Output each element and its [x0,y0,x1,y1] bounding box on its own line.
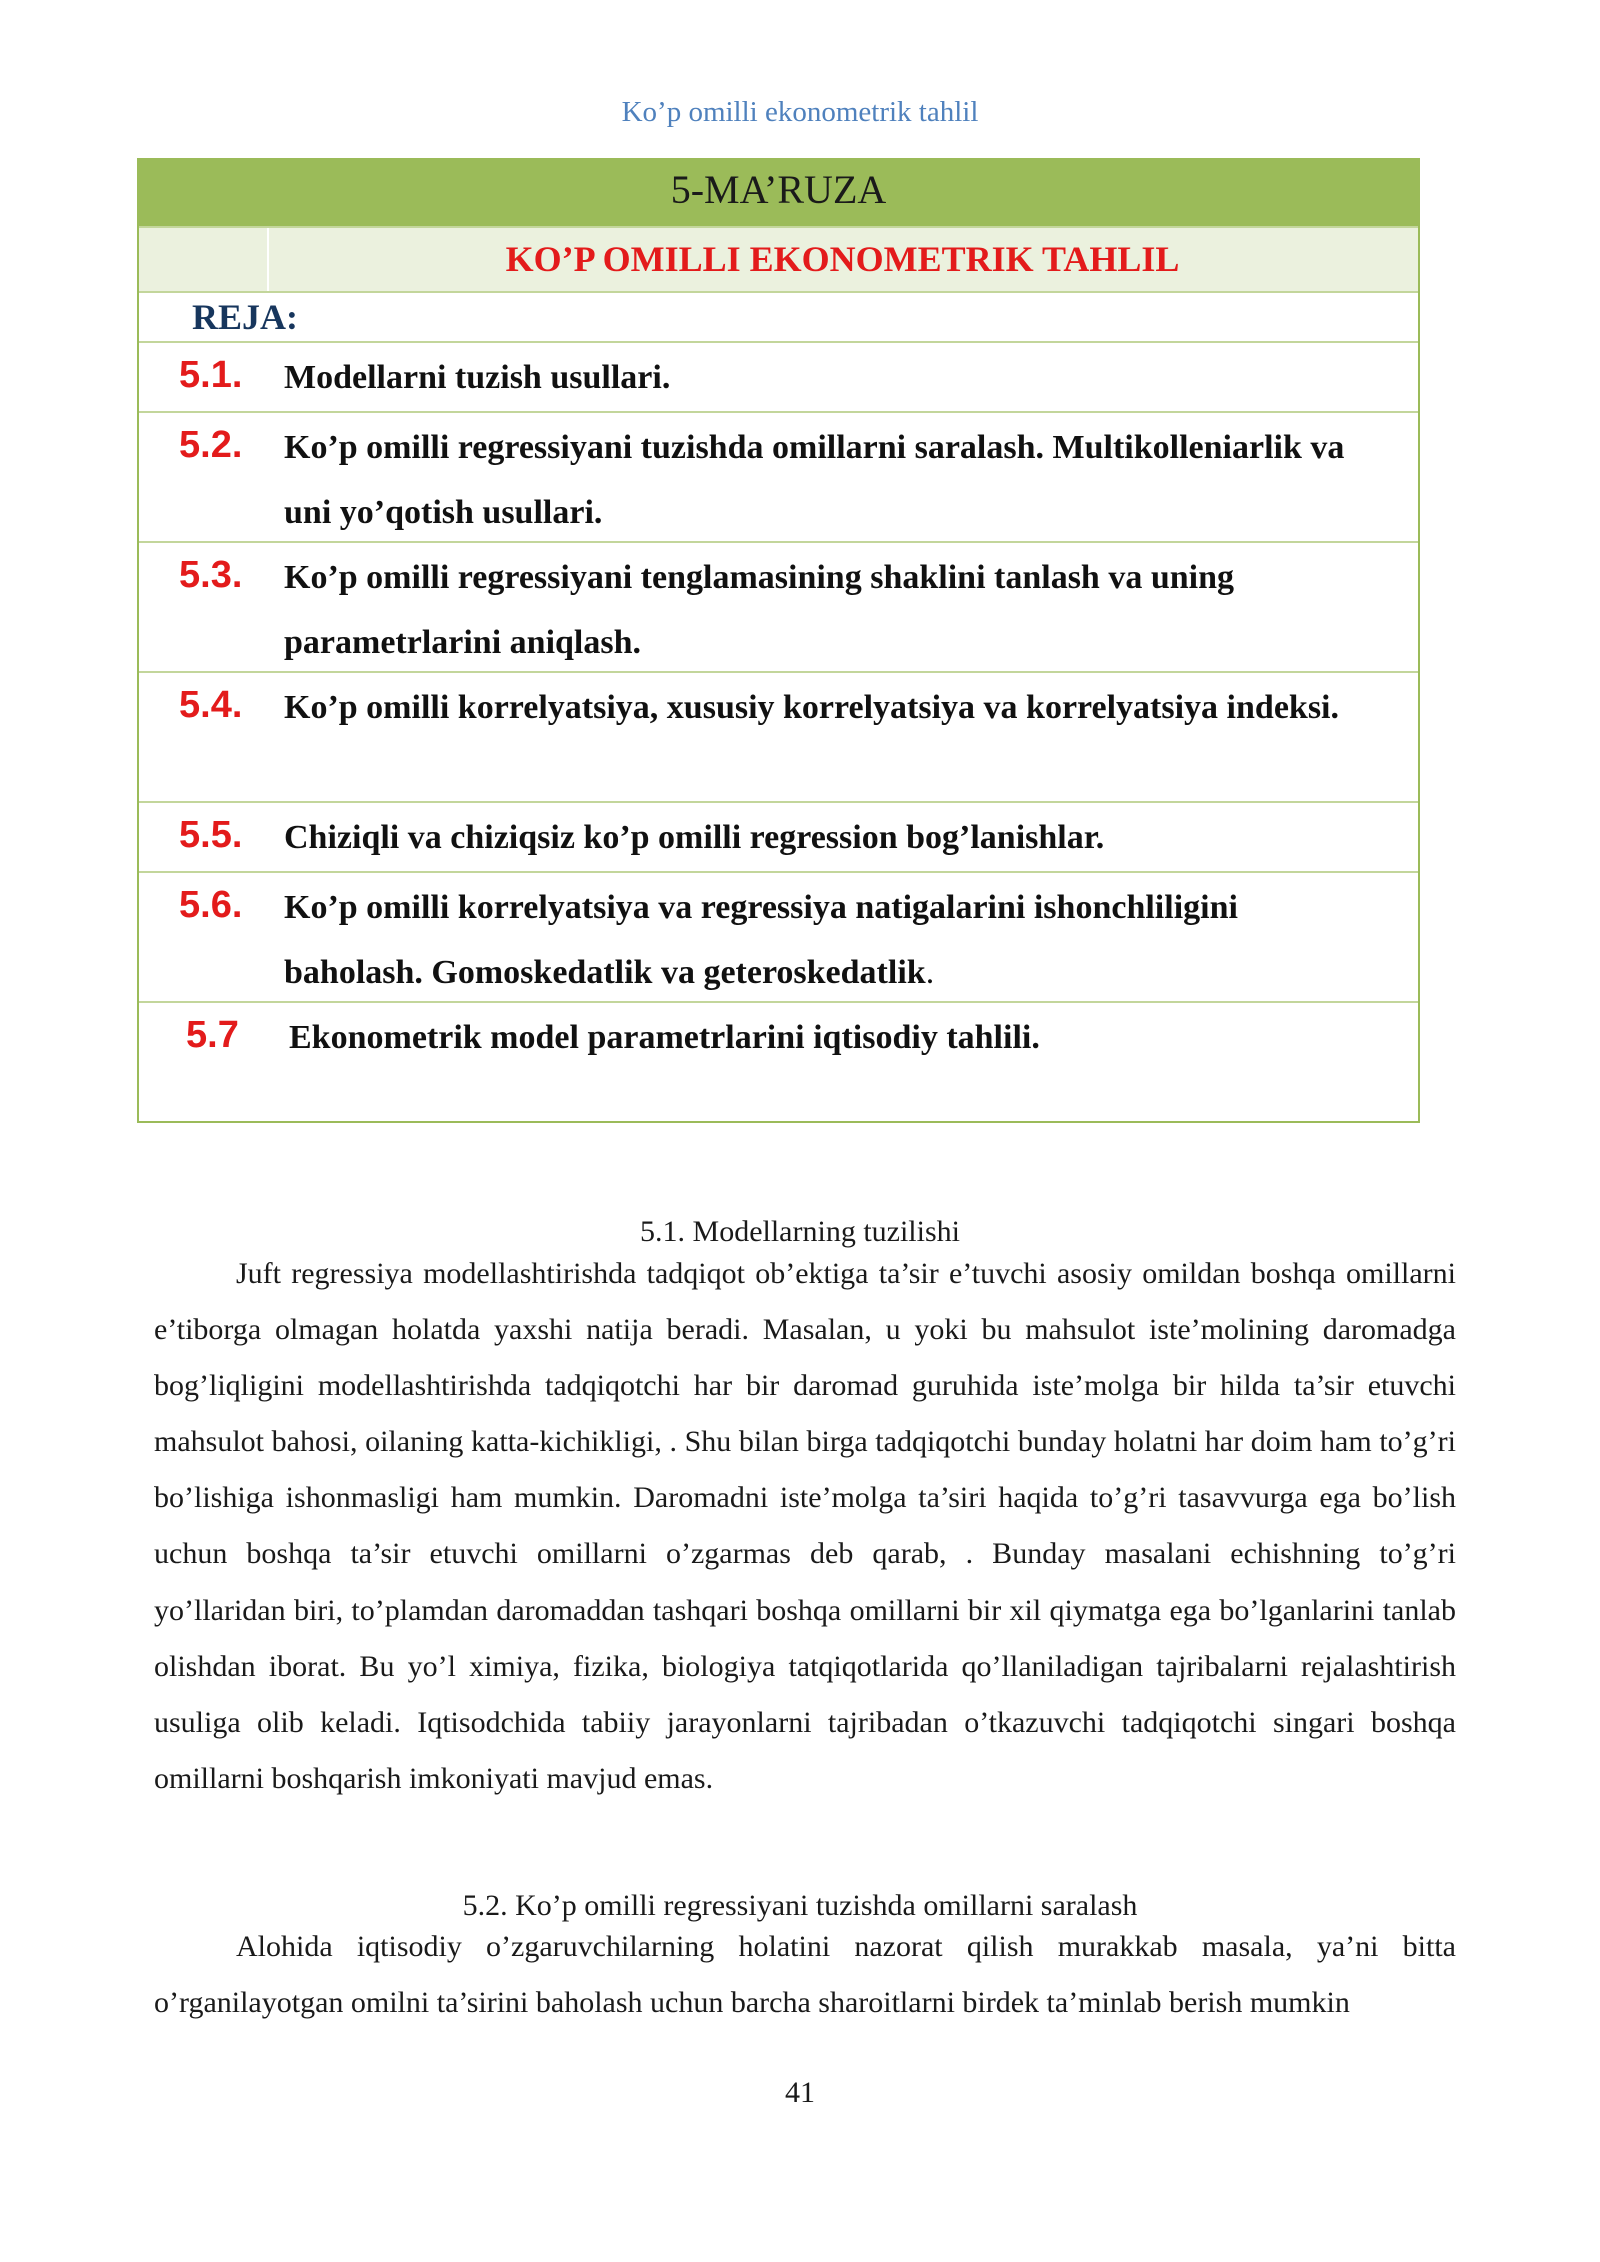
plan-item [139,1003,1418,1121]
plan-item [139,343,1418,413]
plan-item-text: Modellarni tuzish usullari. [284,359,671,396]
section-heading: 5.2. Ko’p omilli regressiyani tuzishda omillarni saralash [462,1889,1138,1922]
plan-item-number: 5.5. [179,814,243,856]
page-number: 41 [785,2076,815,2109]
body-paragraph: Juft regressiya modellashtirishda tadqiqot ob’ektiga ta’sir e’tuvchi asosiy omildan boshqa omillarni e’tiborga olmagan holatda yaxshi natija beradi. Masalan, u yoki bu mahsulot iste’molining daromadga bog’liqligini modellashtirishda tadqiqotchi har bir daromad guruhida iste’molga bir hilda ta’sir etuvchi mahsulot bahosi, oilaning katta-kichikligi, . Shu bilan birga tadqiqotchi bunday holatni har doim ham to’g’ri bo’lishiga ishonmasligi ham mumkin. Daromadni iste’molga ta’siri haqida to’g’ri tasavvurga ega bo’lish uchun boshqa ta’sir etuvchi omillarni o’zgarmas deb qarab, . Bunday masalani echishning to’g’ri yo’llaridan biri, to’plamdan daromaddan tashqari boshqa omillarni bir xil qiymatga ega bo’lganlarini tanlab olishdan iborat. Bu yo’l ximiya, fizika, biologiya tatqiqotlarida qo’llaniladigan tajribalarni rejalashtirish usuliga olib keladi. Iqtisodchida tabiiy jarayonlarni tajribadan o’tkazuvchi tadqiqotchi singari boshqa omillarni boshqarish imkoniyati mavjud emas. [154,1257,1456,1795]
plan-label-row [139,293,1418,343]
plan-item-number: 5.7 [186,1014,239,1056]
plan-item-number: 5.3. [179,554,243,596]
plan-item [139,543,1418,673]
lecture-title: KO’P OMILLI EKONOMETRIK TAHLIL [505,239,1180,279]
plan-item-text [284,873,1378,1005]
plan-item [139,873,1418,1003]
lecture-title-row [139,228,1418,293]
title-row-stub [139,228,269,291]
plan-item [139,803,1418,873]
plan-item [139,413,1418,543]
plan-item-number: 5.6. [179,884,243,926]
plan-item-text: Chiziqli va chiziqsiz ko’p omilli regression bog’lanishlar. [284,819,1105,856]
lecture-label: 5-MA’RUZA [139,160,1418,228]
plan-item-text: Ko’p omilli regressiyani tenglamasining shaklini tanlash va uning parametrlarini aniqlash. [284,559,1235,661]
plan-item-number: 5.2. [179,424,243,466]
plan-item-text: Ekonometrik model parametrlarini iqtisodiy tahlili. [289,1019,1040,1056]
plan-item-text-tail: . [925,954,935,991]
plan-item-text: Ko’p omilli regressiyani tuzishda omillarni saralash. Multikolleniarlik va uni yo’qotish usullari. [284,429,1345,531]
lecture-plan-table [137,158,1420,1123]
plan-item-number: 5.1. [179,354,243,396]
plan-item-text: Ko’p omilli korrelyatsiya, xususiy korrelyatsiya va korrelyatsiya indeksi. [284,689,1339,726]
plan-item-number: 5.4. [179,684,243,726]
plan-item-text-main: Ko’p omilli korrelyatsiya va regressiya natigalarini ishonchliligini baholash. Gomoskedatlik va geteroskedatlik [284,889,1238,991]
plan-label: REJA: [192,297,298,337]
section-heading: 5.1. Modellarning tuzilishi [640,1215,960,1248]
body-paragraph: Alohida iqtisodiy o’zgaruvchilarning holatini nazorat qilish murakkab masala, ya’ni bitta o’rganilayotgan omilni ta’sirini baholash uchun barcha sharoitlarni birdek ta’minlab berish mumkin [154,1930,1456,2020]
running-header: Ko’p omilli ekonometrik tahlil [621,96,979,128]
plan-item [139,673,1418,803]
